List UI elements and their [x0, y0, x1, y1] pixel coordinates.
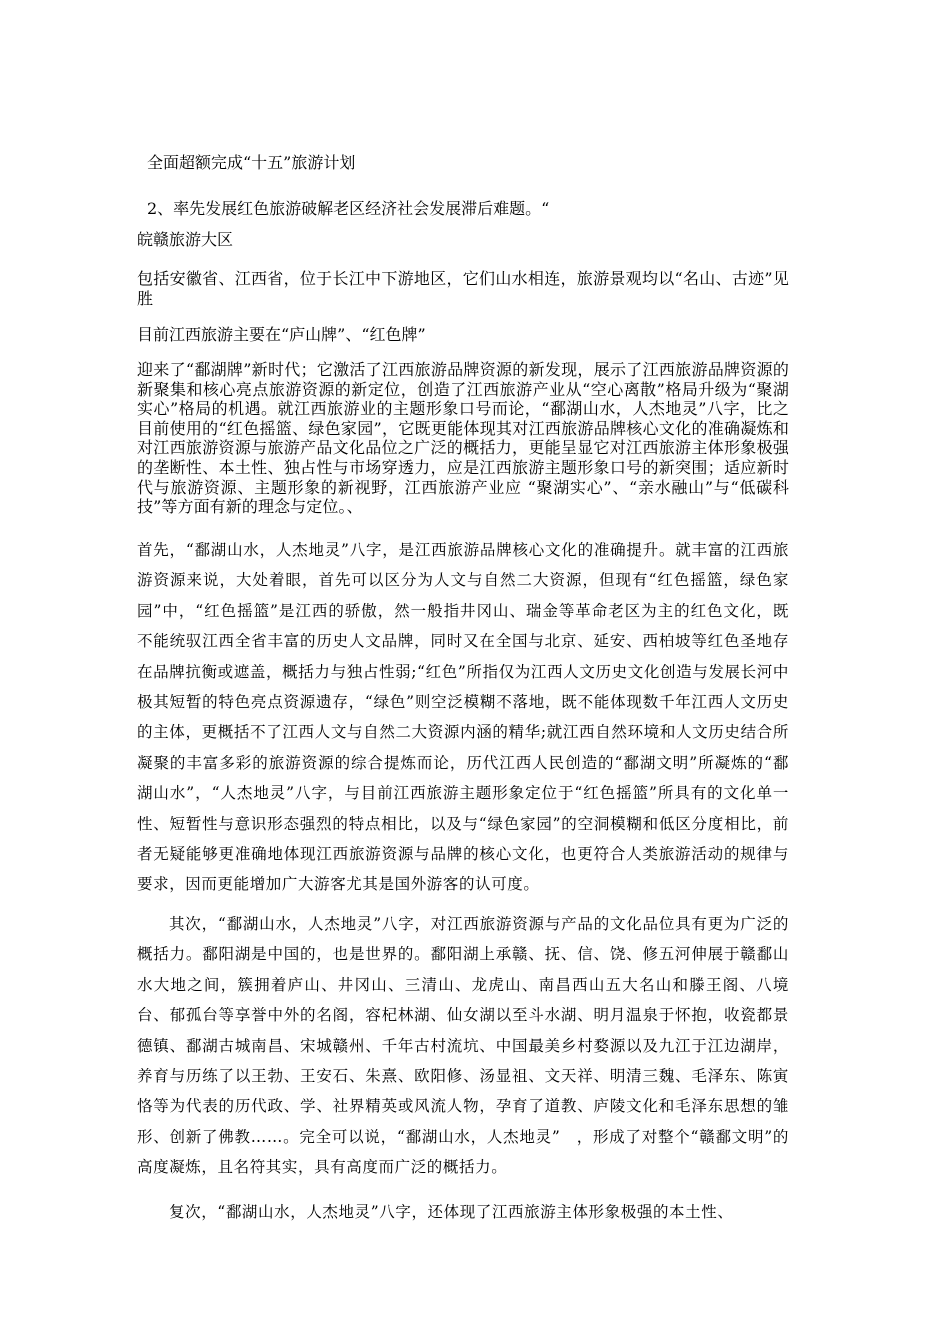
section-title-wan-gan: 皖赣旅游大区	[137, 230, 234, 249]
paragraph-first: 首先，“鄱湖山水，人杰地灵”八字，是江西旅游品牌核心文化的准确提升。就丰富的江西旅游资源来说，大处着眼，首先可以区分为人文与自然二大资源，但现有“红色摇篮，绿色家园”中，“红色摇篮”是江西的骄傲，然一般指井冈山、瑞金等革命老区为主的红色文化，既不能统驭江西全省丰富的历史人文品牌，同时又在全国与北京、延安、西柏坡等红色圣地存在品牌抗衡或遮盖，概括力与独占性弱;“红色”所指仅为江西人文历史文化创造与发展长河中极其短暂的特色亮点资源遗存，“绿色”则空泛模糊不落地，既不能体现数千年江西人文历史的主体，更概括不了江西人文与自然二大资源内涵的精华;就江西自然环境和人文历史结合所凝聚的丰富多彩的旅游资源的综合提炼而论，历代江西人民创造的“鄱湖文明”所凝炼的“鄱湖山水”，“人杰地灵”八字，与目前江西旅游主题形象定位于“红色摇篮”所具有的文化单一性、短暂性与意识形态强烈的特点相比，以及与“绿色家园”的空洞模糊和低区分度相比，前者无疑能够更准确地体现江西旅游资源与品牌的核心文化，也更符合人类旅游活动的规律与要求，因而更能增加广大游客尤其是国外游客的认可度。	[137, 541, 789, 894]
paragraph-third: 复次，“鄱湖山水，人杰地灵”八字，还体现了江西旅游主体形象极强的本土性、	[169, 1203, 734, 1221]
line-red-tourism: 2、率先发展红色旅游破解老区经济社会发展滞后难题。“	[147, 199, 550, 218]
line-tourism-plan: 全面超额完成“十五”旅游计划	[147, 153, 356, 172]
line-lushan-red: 目前江西旅游主要在“庐山牌”、“红色牌”	[137, 325, 426, 344]
paragraph-second: 其次，“鄱湖山水，人杰地灵”八字，对江西旅游资源与产品的文化品位具有更为广泛的概括力。鄱阳湖是中国的，也是世界的。鄱阳湖上承赣、抚、信、饶、修五河伸展于赣鄱山水大地之间，簇拥着庐山、井冈山、三清山、龙虎山、南昌西山五大名山和滕王阁、八境台、郁孤台等享誉中外的名阁，容杞林湖、仙女湖以至斗水湖、明月温泉于怀抱，收瓷都景德镇、鄱湖古城南昌、宋城赣州、千年古村流坑、中国最美乡村婺源以及九江于江边湖岸，养育与历练了以王勃、王安石、朱熹、欧阳修、汤显祖、文天祥、明清三魏、毛泽东、陈寅恪等为代表的历代政、学、社界精英或风流人物，孕育了道教、庐陵文化和毛泽东思想的雏形、创新了佛教……。完全可以说，“鄱湖山水，人杰地灵” ，形成了对整个“赣鄱文明”的高度凝炼，且名符其实，具有高度而广泛的概括力。	[137, 915, 789, 1177]
paragraph-poyang-era: 迎来了“鄱湖牌”新时代；它激活了江西旅游品牌资源的新发现，展示了江西旅游品牌资源的新聚集和核心亮点旅游资源的新定位，创造了江西旅游产业从“空心离散”格局升级为“聚湖实心”格局的机遇。就江西旅游业的主题形象口号而论，“鄱湖山水，人杰地灵”八字，比之目前使用的“红色摇篮、绿色家园”，它既更能体现其对江西旅游品牌核心文化的准确凝炼和对江西旅游资源与旅游产品文化品位之广泛的概括力，更能呈显它对江西旅游主体形象极强的垄断性、本土性、独占性与市场穿透力，应是江西旅游主题形象口号的新突围；适应新时代与旅游资源、主题形象的新视野，江西旅游产业应 “聚湖实心”、“亲水融山”与“低碳科技”等方面有新的理念与定位。、	[137, 360, 789, 517]
paragraph-anhui-jiangxi: 包括安徽省、江西省，位于长江中下游地区，它们山水相连，旅游景观均以“名山、古迹”见胜	[137, 269, 789, 308]
